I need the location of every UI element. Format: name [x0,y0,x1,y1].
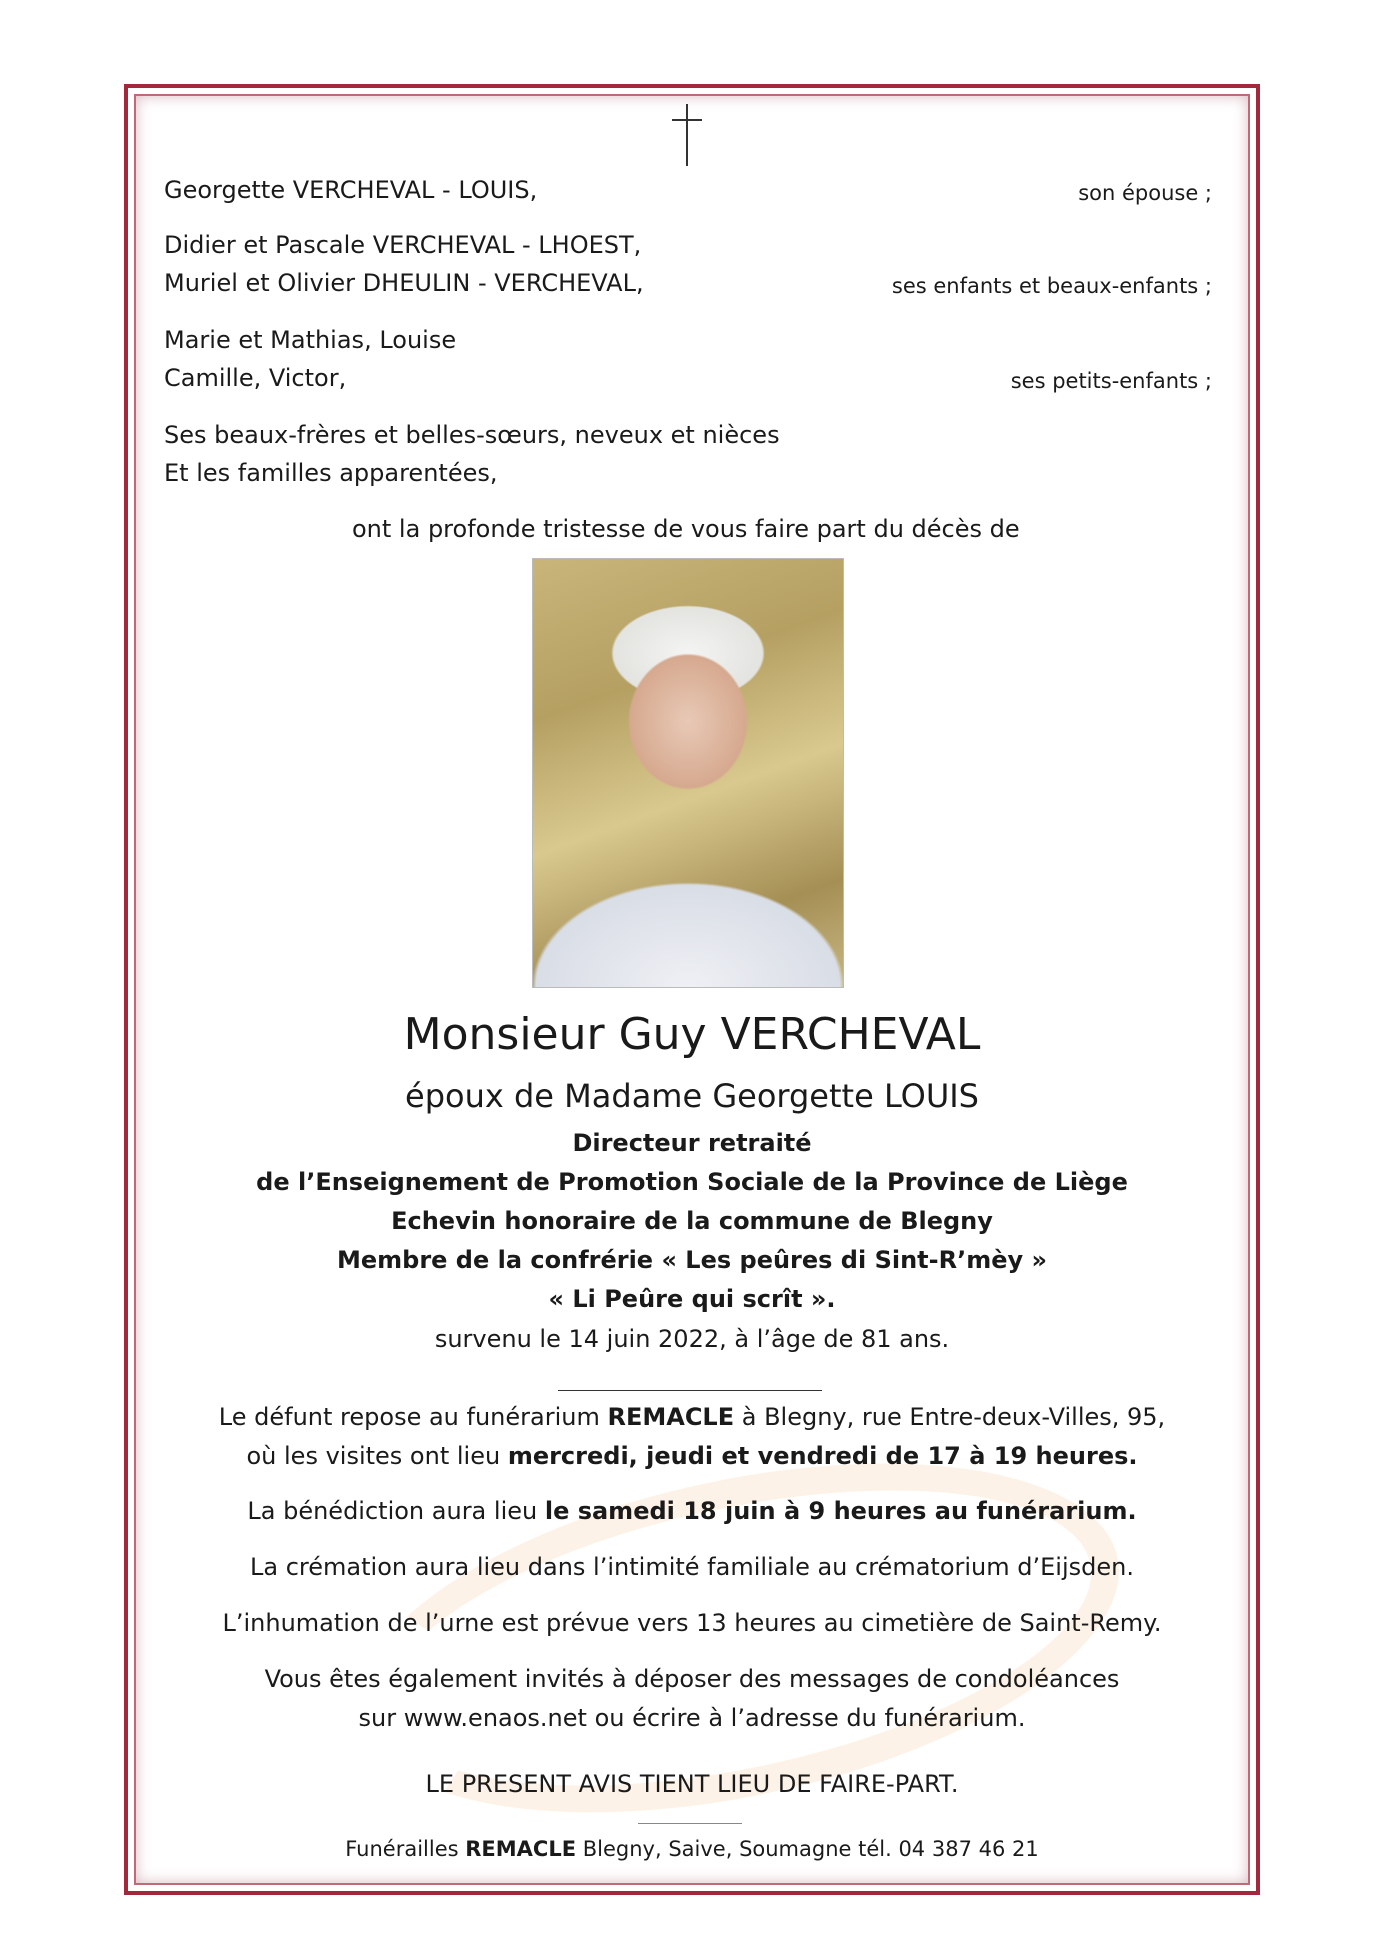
others-line-2: Et les familles apparentées, [164,459,498,487]
deceased-role-2: de l’Enseignement de Promotion Sociale de la Province de Liège [256,1168,1128,1196]
spouse-role: son épouse ; [1078,181,1212,205]
deceased-role-1: Directeur retraité [572,1129,812,1157]
children-line-1: Didier et Pascale VERCHEVAL - LHOEST, [164,231,642,259]
visits-line: où les visites ont lieu mercredi, jeudi et vendredi de 17 à 19 heures. [246,1442,1138,1470]
deceased-role-4: Membre de la confrérie « Les peûres di Sint-R’mèy » [336,1246,1047,1274]
death-date: survenu le 14 juin 2022, à l’âge de 81 ans. [434,1325,950,1353]
grandchildren-role: ses petits-enfants ; [1010,369,1212,393]
footer-divider [638,1823,742,1824]
spouse-line: Georgette VERCHEVAL - LOUIS, [164,176,538,204]
condolences-line-1: Vous êtes également invités à déposer des messages de condoléances [264,1665,1120,1693]
others-line-1: Ses beaux-frères et belles-sœurs, neveux et nièces [164,421,780,449]
deceased-name: Monsieur Guy VERCHEVAL [403,1009,981,1060]
deceased-role-5: « Li Peûre qui scrît ». [548,1285,836,1313]
grandchildren-line-1: Marie et Mathias, Louise [164,326,457,354]
divider [558,1390,822,1391]
notice-line: LE PRESENT AVIS TIENT LIEU DE FAIRE-PART. [425,1770,959,1798]
inhumation-line: L’inhumation de l’urne est prévue vers 13 heures au cimetière de Saint-Remy. [222,1609,1162,1637]
repose-line: Le défunt repose au funérarium REMACLE à Blegny, rue Entre-deux-Villes, 95, [218,1403,1166,1431]
cremation-line: La crémation aura lieu dans l’intimité familiale au crématorium d’Eijsden. [250,1553,1134,1581]
deceased-role-3: Echevin honoraire de la commune de Blegny [391,1207,993,1235]
condolences-line-2: sur www.enaos.net ou écrire à l’adresse du funérarium. [358,1704,1026,1732]
cross-icon [672,104,702,166]
portrait-photo [532,558,844,988]
footer: Funérailles REMACLE Blegny, Saive, Soumagne tél. 04 387 46 21 [345,1837,1039,1861]
children-role: ses enfants et beaux-enfants ; [891,274,1212,298]
deceased-spouse-of: époux de Madame Georgette LOUIS [405,1077,979,1115]
grandchildren-line-2: Camille, Victor, [164,364,347,392]
blessing-line: La bénédiction aura lieu le samedi 18 juin à 9 heures au funérarium. [247,1497,1137,1525]
children-line-2: Muriel et Olivier DHEULIN - VERCHEVAL, [164,269,644,297]
announcement: ont la profonde tristesse de vous faire part du décès de [352,515,1020,543]
